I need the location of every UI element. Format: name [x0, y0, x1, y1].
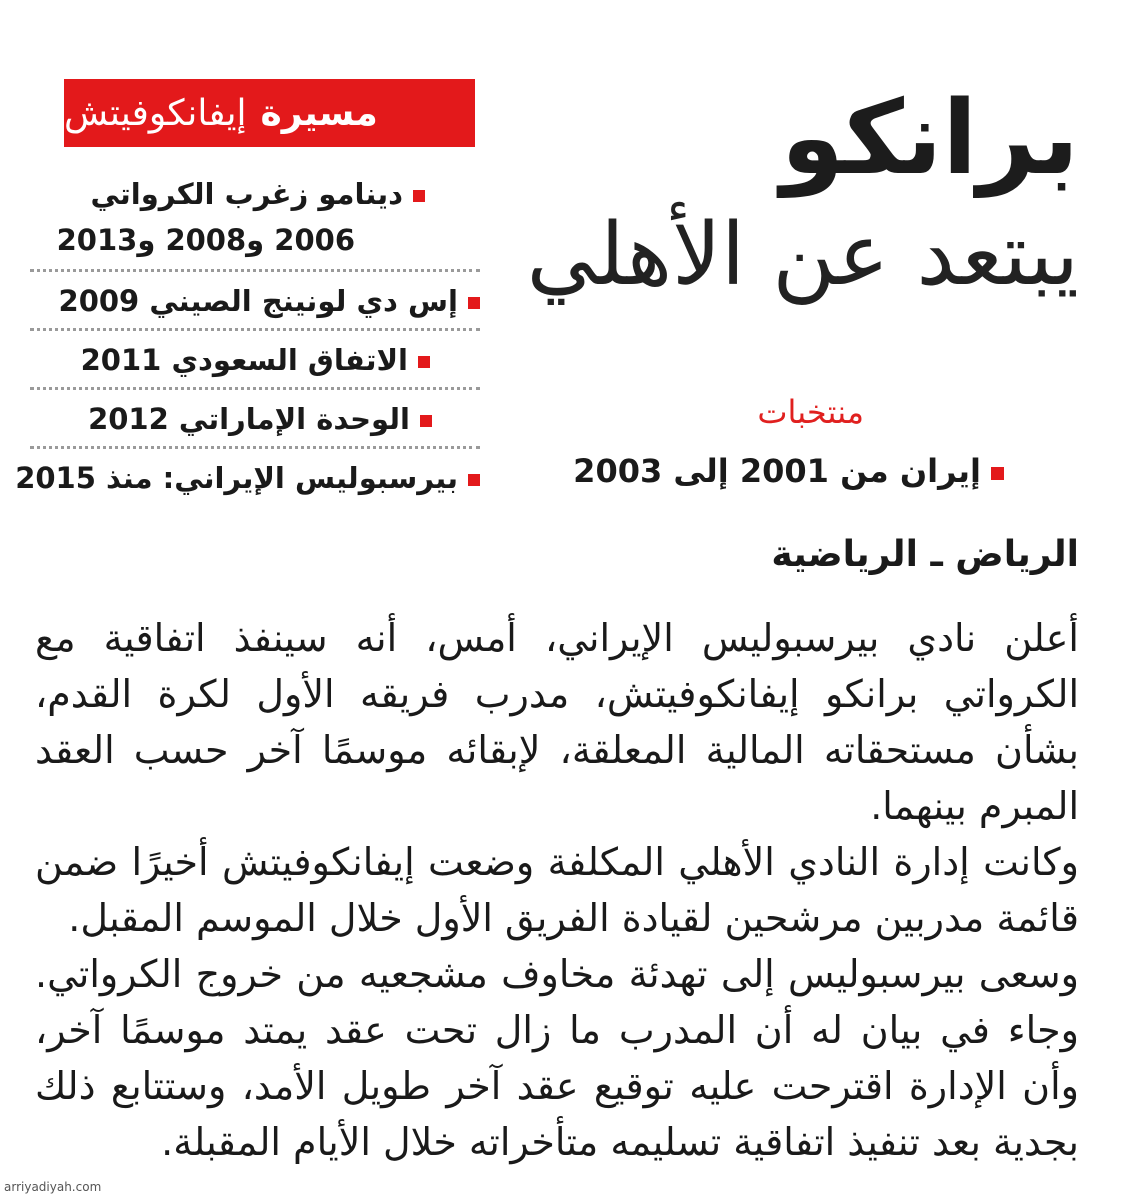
- career-item-text: الاتفاق السعودي 2011: [80, 343, 408, 377]
- bullet-square-icon: [991, 467, 1004, 480]
- career-list-item: [30, 390, 480, 449]
- career-list-item: [30, 272, 480, 331]
- dateline: الرياض ـ الرياضية: [771, 534, 1079, 575]
- article-paragraph: وكانت إدارة النادي الأهلي المكلفة وضعت إيفانكوفيتش أخيرًا ضمن قائمة مدربين مرشحين لقيادة الفريق الأول خلال الموسم المقبل.: [35, 840, 1079, 940]
- national-teams-heading: منتخبات: [757, 393, 864, 431]
- career-item-text: دينامو زغرب الكرواتي: [90, 177, 403, 211]
- career-list-item: [30, 331, 480, 390]
- bullet-square-icon: [418, 356, 430, 368]
- bullet-square-icon: [468, 474, 480, 486]
- bullet-square-icon: [413, 190, 425, 202]
- career-item-text: بيرسبوليس الإيراني: منذ 2015: [15, 461, 458, 495]
- career-title-box: [64, 79, 475, 147]
- career-item-continuation: 2006 و2008 و2013: [56, 223, 355, 257]
- career-item-text: الوحدة الإماراتي 2012: [88, 402, 410, 436]
- career-title-name: إيفانكوفيتش: [64, 92, 247, 134]
- bullet-square-icon: [468, 297, 480, 309]
- national-teams-item: [484, 452, 1004, 490]
- article-paragraph: أعلن نادي بيرسبوليس الإيراني، أمس، أنه سينفذ اتفاقية مع الكرواتي برانكو إيفانكوفيتش، مدرب فريقه الأول لكرة القدم، بشأن مستحقاته المالية المعلقة، لإبقائه موسمًا آخر حسب العقد المبرم بينهما.: [35, 616, 1079, 828]
- bullet-square-icon: [420, 415, 432, 427]
- career-title-bold: مسيرة: [260, 92, 378, 134]
- career-list: [15, 165, 480, 508]
- headline-sub: يبتعد عن الأهلي: [526, 205, 1079, 305]
- article-paragraph: وسعى بيرسبوليس إلى تهدئة مخاوف مشجعيه من خروج الكرواتي. وجاء في بيان له أن المدرب ما زال تحت عقد يمتد موسمًا آخر، وأن الإدارة اقترحت عليه توقيع عقد آخر طويل الأمد، وستتابع ذلك بجدية بعد تنفيذ اتفاقية تسليمه متأخراته خلال الأيام المقبلة.: [35, 952, 1079, 1164]
- career-item-text: إس دي لونينج الصيني 2009: [58, 284, 458, 318]
- career-list-item: [15, 449, 480, 508]
- article-body: [35, 610, 1079, 1170]
- headline-main: برانكو: [780, 79, 1079, 198]
- watermark: arriyadiyah.com: [4, 1180, 102, 1194]
- career-list-item: [30, 165, 480, 272]
- national-teams-item-text: إيران من 2001 إلى 2003: [573, 452, 981, 490]
